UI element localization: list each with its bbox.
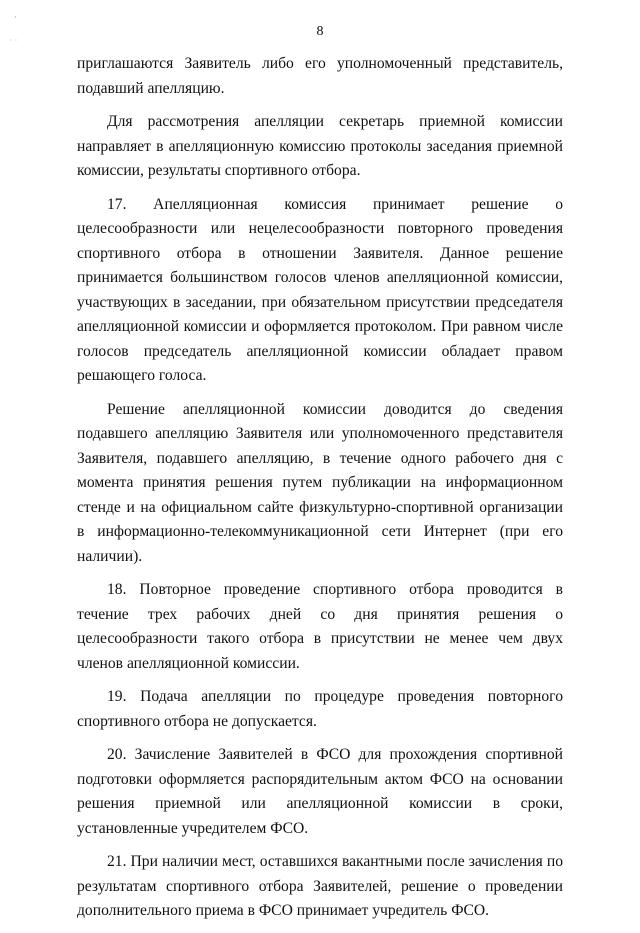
document-body <box>77 52 563 933</box>
paragraph-item-17: 17. Апелляционная комиссия принимает решение о целесообразности или нецелесообразности повторного проведения спортивного отбора в отношении Заявителя. Данное решение принимается большинством голосов членов апелляционной комиссии, участвующих в заседании, при обязательном присутствии председателя апелляционной комиссии и оформляется протоколом. При равном числе голосов председатель апелляционной комиссии обладает правом решающего голоса. <box>77 195 563 384</box>
paragraph-continuation: приглашаются Заявитель либо его уполномоченный представитель, подавший апелляцию. <box>77 55 563 97</box>
paragraph-appeal-decision-notice: Решение апелляционной комиссии доводится до сведения подавшего апелляцию Заявителя или уполномоченного представителя Заявителя, подавшего апелляцию, в течение одного рабочего дня с момента принятия решения путем публикации на информационном стенде и на официальном сайте физкультурно-спортивной организации в информационно-телекоммуникационной сети Интернет (при его наличии). <box>77 400 563 565</box>
margin-mark-top: · <box>14 12 17 22</box>
paragraph-item-18: 18. Повторное проведение спортивного отбора проводится в течение трех рабочих дней со дня принятия решения о целесообразности такого отбора в присутствии не менее чем двух членов апелляционной комиссии. <box>77 581 563 672</box>
paragraph-item-21: 21. При наличии мест, оставшихся вакантными после зачисления по результатам спортивного отбора Заявителей, решение о проведении дополнительного приема в ФСО принимает учредитель ФСО. <box>77 853 563 919</box>
paragraph-appeal-review: Для рассмотрения апелляции секретарь приемной комиссии направляет в апелляционную комиссию протоколы заседания приемной комиссии, результаты спортивного отбора. <box>77 113 563 179</box>
margin-mark-bottom: · · <box>10 36 18 45</box>
page-number: 8 <box>316 24 324 39</box>
paragraph-item-19: 19. Подача апелляции по процедуре проведения повторного спортивного отбора не допускается. <box>77 688 563 730</box>
paragraph-item-20: 20. Зачисление Заявителей в ФСО для прохождения спортивной подготовки оформляется распорядительным актом ФСО на основании решения приемной или апелляционной комиссии в сроки, установленные учредителем ФСО. <box>77 746 563 837</box>
